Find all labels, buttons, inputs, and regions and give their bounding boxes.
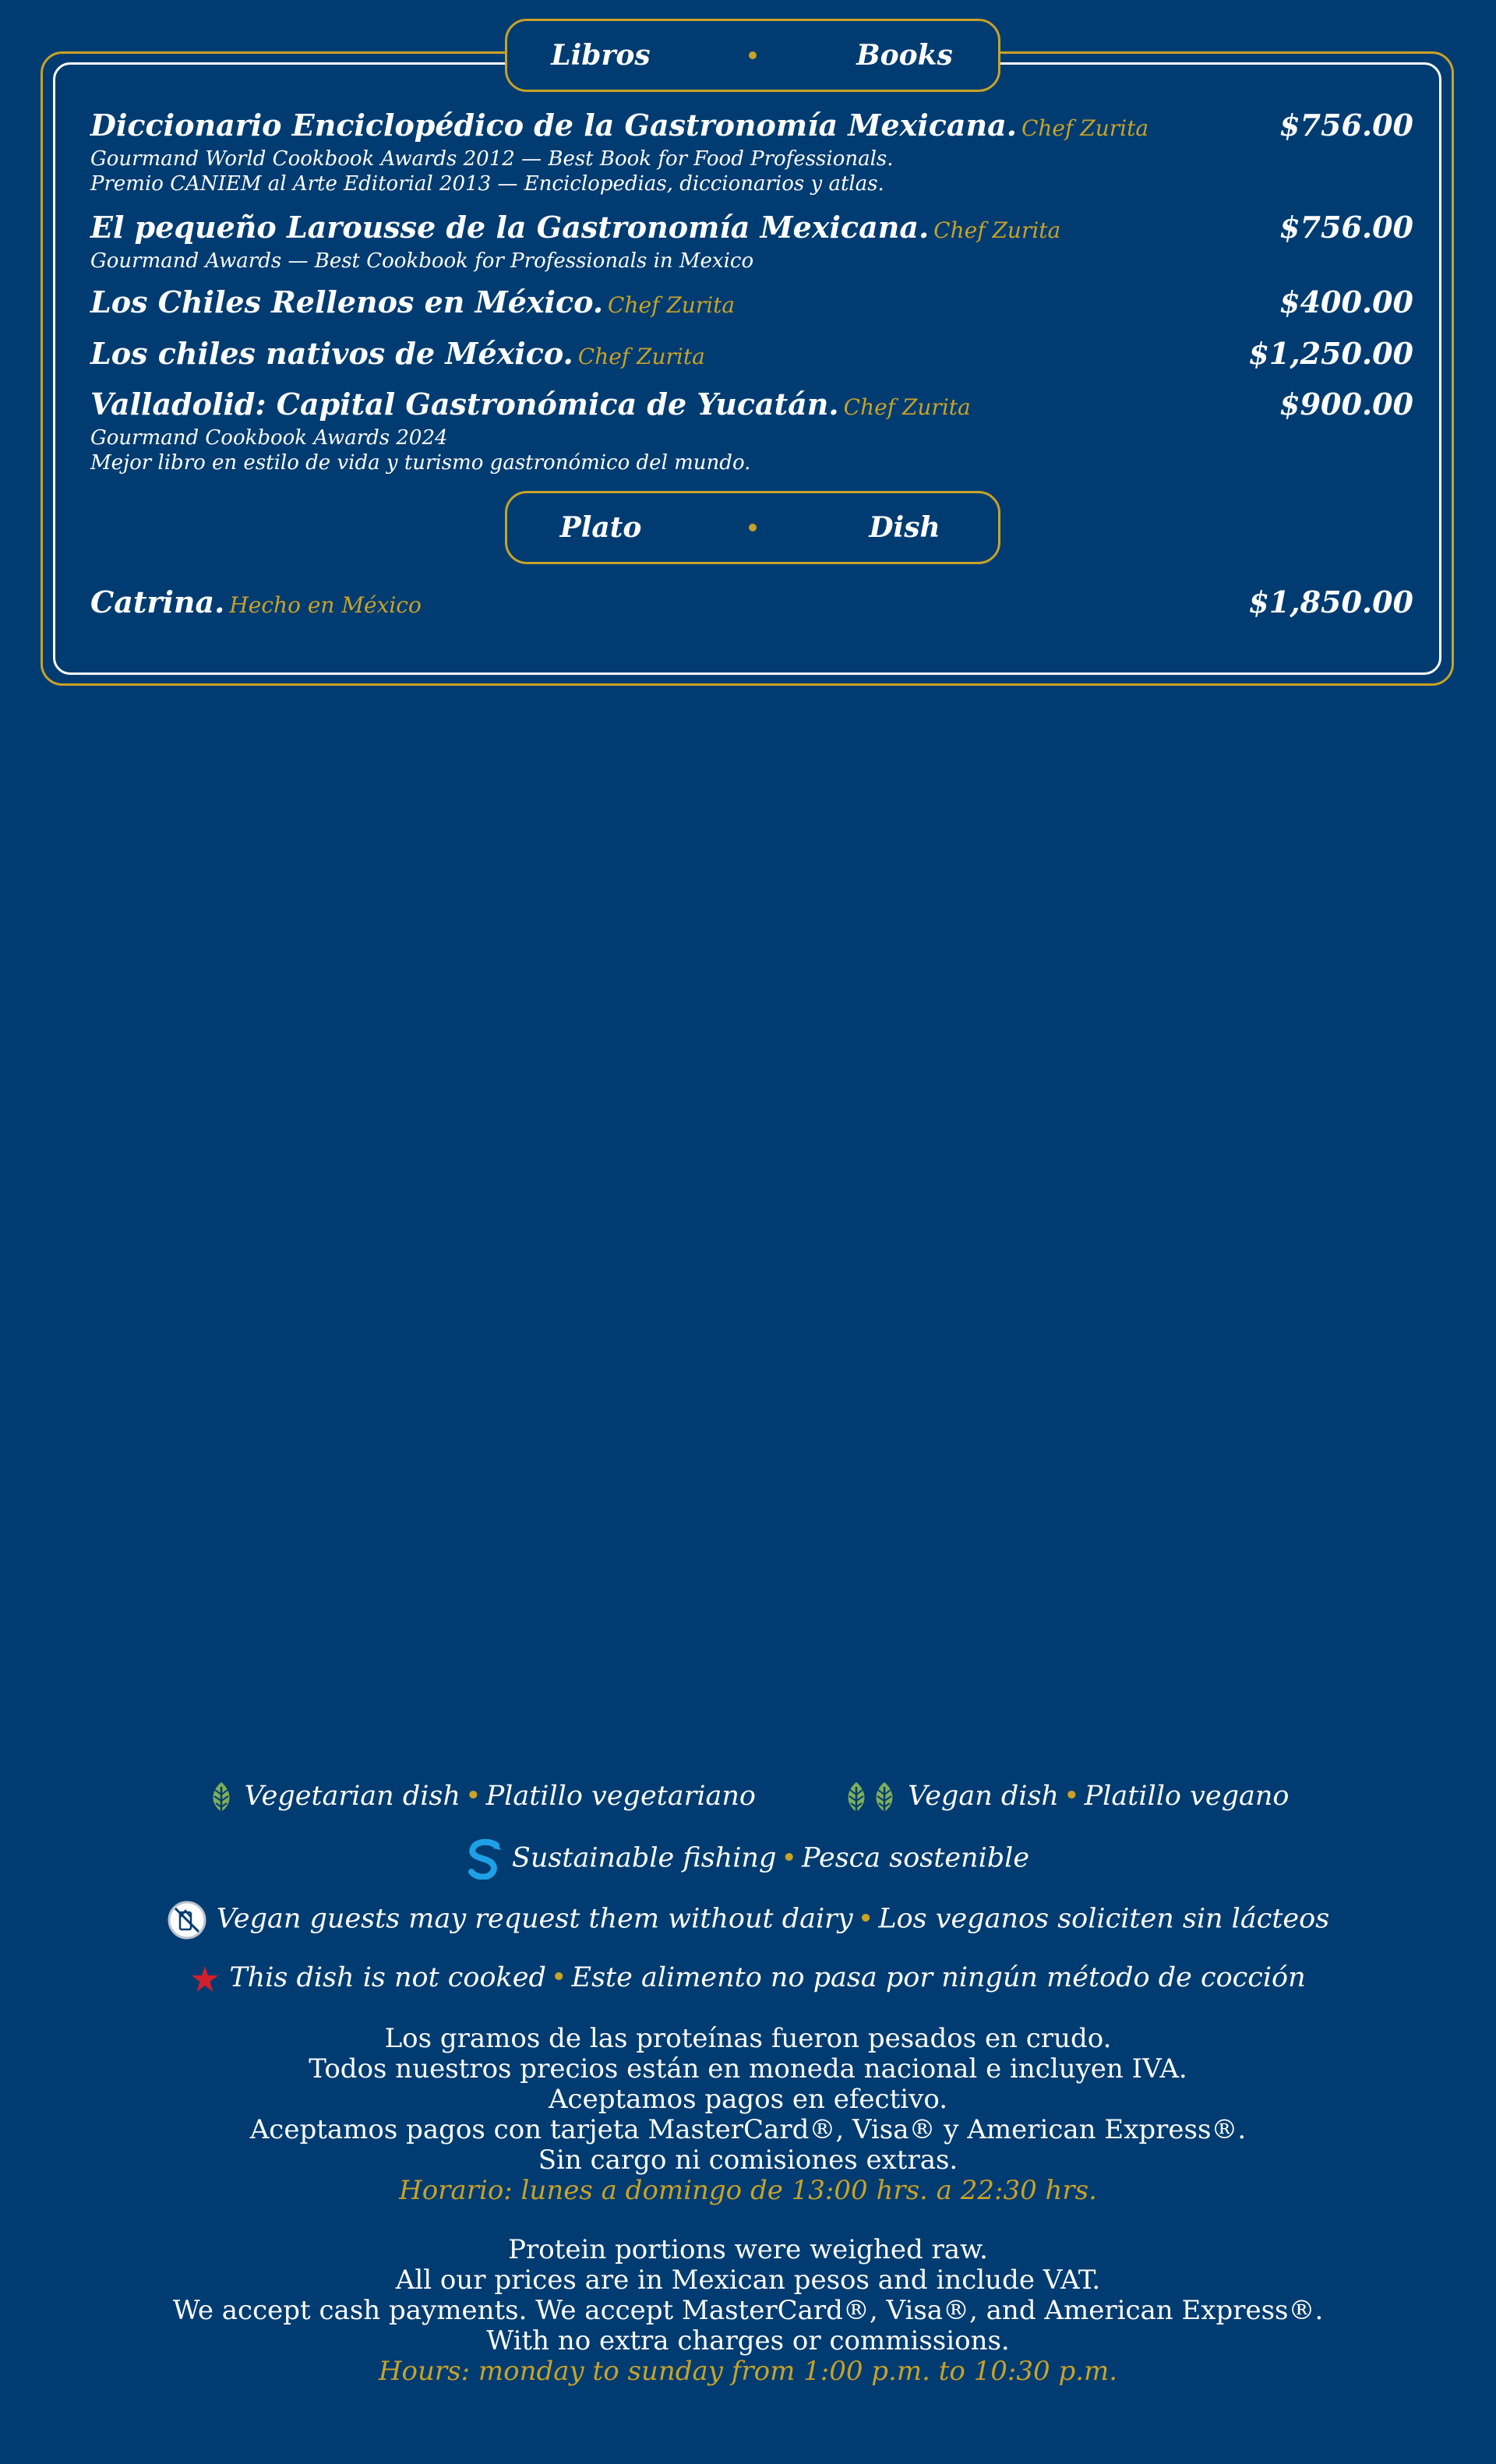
separator-dot bbox=[749, 51, 757, 59]
menu-item-dish bbox=[90, 584, 1413, 623]
hours-es: Horario: lunes a domingo de 13:00 hrs. a 22:30 hrs. bbox=[399, 2175, 1097, 2206]
item-price: $756.00 bbox=[1279, 210, 1413, 245]
menu-item-book bbox=[90, 387, 1413, 475]
legend-text-en: Sustainable fishing bbox=[511, 1842, 777, 1874]
footer-line: We accept cash payments. We accept MasterCard®, Visa®, and American Express®. bbox=[172, 2295, 1324, 2326]
legend-text-es: Platillo vegetariano bbox=[485, 1781, 756, 1812]
menu-item-book bbox=[90, 336, 1413, 375]
item-note: Gourmand Cookbook Awards 2024 bbox=[90, 426, 448, 450]
legend-text-es: Este alimento no pasa por ningún método de cocción bbox=[571, 1962, 1306, 1993]
legend-text-es: Los veganos soliciten sin lácteos bbox=[878, 1903, 1330, 1935]
item-title: Catrina. bbox=[90, 584, 225, 620]
item-price: $1,250.00 bbox=[1248, 336, 1413, 371]
footer-english bbox=[0, 2235, 1496, 2387]
menu-item-book bbox=[90, 210, 1413, 274]
section-label-es: Libros bbox=[551, 39, 651, 72]
legend-text-en: This dish is not cooked bbox=[229, 1962, 546, 1993]
legend-not-cooked: This dish is not cooked • Este alimento no pasa por ningún método de cocción bbox=[0, 1961, 1496, 1995]
footer-line: Todos nuestros precios están en moneda nacional e incluyen IVA. bbox=[309, 2053, 1187, 2085]
legend-no-dairy: Vegan guests may request them without dairy • Los veganos soliciten sin lácteos bbox=[0, 1900, 1496, 1940]
item-author: Chef Zurita bbox=[1021, 115, 1149, 141]
item-author: Chef Zurita bbox=[577, 344, 705, 369]
legend-vegan: Vegan dish • Platillo vegano bbox=[842, 1779, 1289, 1815]
item-title: Los Chiles Rellenos en México. bbox=[90, 284, 604, 319]
item-title: Diccionario Enciclopédico de la Gastronomía Mexicana. bbox=[90, 108, 1017, 143]
hours-en: Hours: monday to sunday from 1:00 p.m. to 10:30 p.m. bbox=[378, 2356, 1118, 2387]
legend-text-en: Vegan dish bbox=[908, 1781, 1059, 1812]
item-author: Chef Zurita bbox=[608, 292, 736, 318]
item-price: $400.00 bbox=[1279, 284, 1413, 319]
item-author: Hecho en México bbox=[229, 592, 422, 618]
red-star-icon bbox=[190, 1964, 220, 1994]
footer-line: With no extra charges or commissions. bbox=[486, 2325, 1010, 2356]
section-label-es: Plato bbox=[559, 511, 642, 544]
item-title: Valladolid: Capital Gastronómica de Yucatán. bbox=[90, 387, 839, 422]
item-price: $756.00 bbox=[1279, 108, 1413, 143]
menu-item-book bbox=[90, 284, 1413, 323]
legend-sustainable: Sustainable fishing • Pesca sostenible bbox=[0, 1839, 1496, 1880]
legend-text-en: Vegetarian dish bbox=[244, 1781, 460, 1812]
legend-text-es: Pesca sostenible bbox=[802, 1842, 1030, 1874]
section-label-en: Dish bbox=[869, 511, 940, 544]
item-price: $900.00 bbox=[1279, 387, 1413, 422]
section-label-en: Books bbox=[856, 39, 953, 72]
item-title: El pequeño Larousse de la Gastronomía Mexicana. bbox=[90, 210, 930, 245]
item-note: Gourmand Awards — Best Cookbook for Professionals in Mexico bbox=[90, 249, 754, 273]
menu-item-book bbox=[90, 108, 1413, 196]
footer-line: Aceptamos pagos en efectivo. bbox=[548, 2084, 948, 2115]
legend-text-en: Vegan guests may request them without dairy bbox=[216, 1903, 853, 1935]
footer-line: All our prices are in Mexican pesos and include VAT. bbox=[395, 2265, 1101, 2296]
no-dairy-icon bbox=[167, 1900, 207, 1940]
legend-row-diet bbox=[0, 1779, 1496, 1815]
footer-line: Aceptamos pagos con tarjeta MasterCard®, Visa® y American Express®. bbox=[249, 2114, 1247, 2145]
item-note: Gourmand World Cookbook Awards 2012 — Best Book for Food Professionals. bbox=[90, 147, 894, 171]
footer-line: Sin cargo ni comisiones extras. bbox=[538, 2145, 958, 2176]
item-author: Chef Zurita bbox=[933, 217, 1061, 243]
legend-vegetarian: Vegetarian dish • Platillo vegetariano bbox=[207, 1779, 756, 1815]
sustainable-fish-icon bbox=[467, 1839, 503, 1880]
item-note: Premio CANIEM al Arte Editorial 2013 — Enciclopedias, diccionarios y atlas. bbox=[90, 172, 884, 196]
footer-line: Protein portions were weighed raw. bbox=[508, 2234, 988, 2265]
item-author: Chef Zurita bbox=[843, 394, 971, 420]
item-title: Los chiles nativos de México. bbox=[90, 336, 573, 371]
leaf-icon bbox=[207, 1781, 235, 1815]
item-price: $1,850.00 bbox=[1248, 584, 1413, 620]
item-note: Mejor libro en estilo de vida y turismo gastronómico del mundo. bbox=[90, 451, 751, 475]
double-leaf-icon bbox=[842, 1781, 898, 1815]
section-header-dish bbox=[505, 491, 1000, 564]
footer-spanish bbox=[0, 2024, 1496, 2206]
footer-line: Los gramos de las proteínas fueron pesados en crudo. bbox=[384, 2023, 1112, 2054]
separator-dot bbox=[749, 524, 757, 531]
legend-text-es: Platillo vegano bbox=[1084, 1781, 1290, 1812]
section-header-books bbox=[505, 19, 1000, 92]
